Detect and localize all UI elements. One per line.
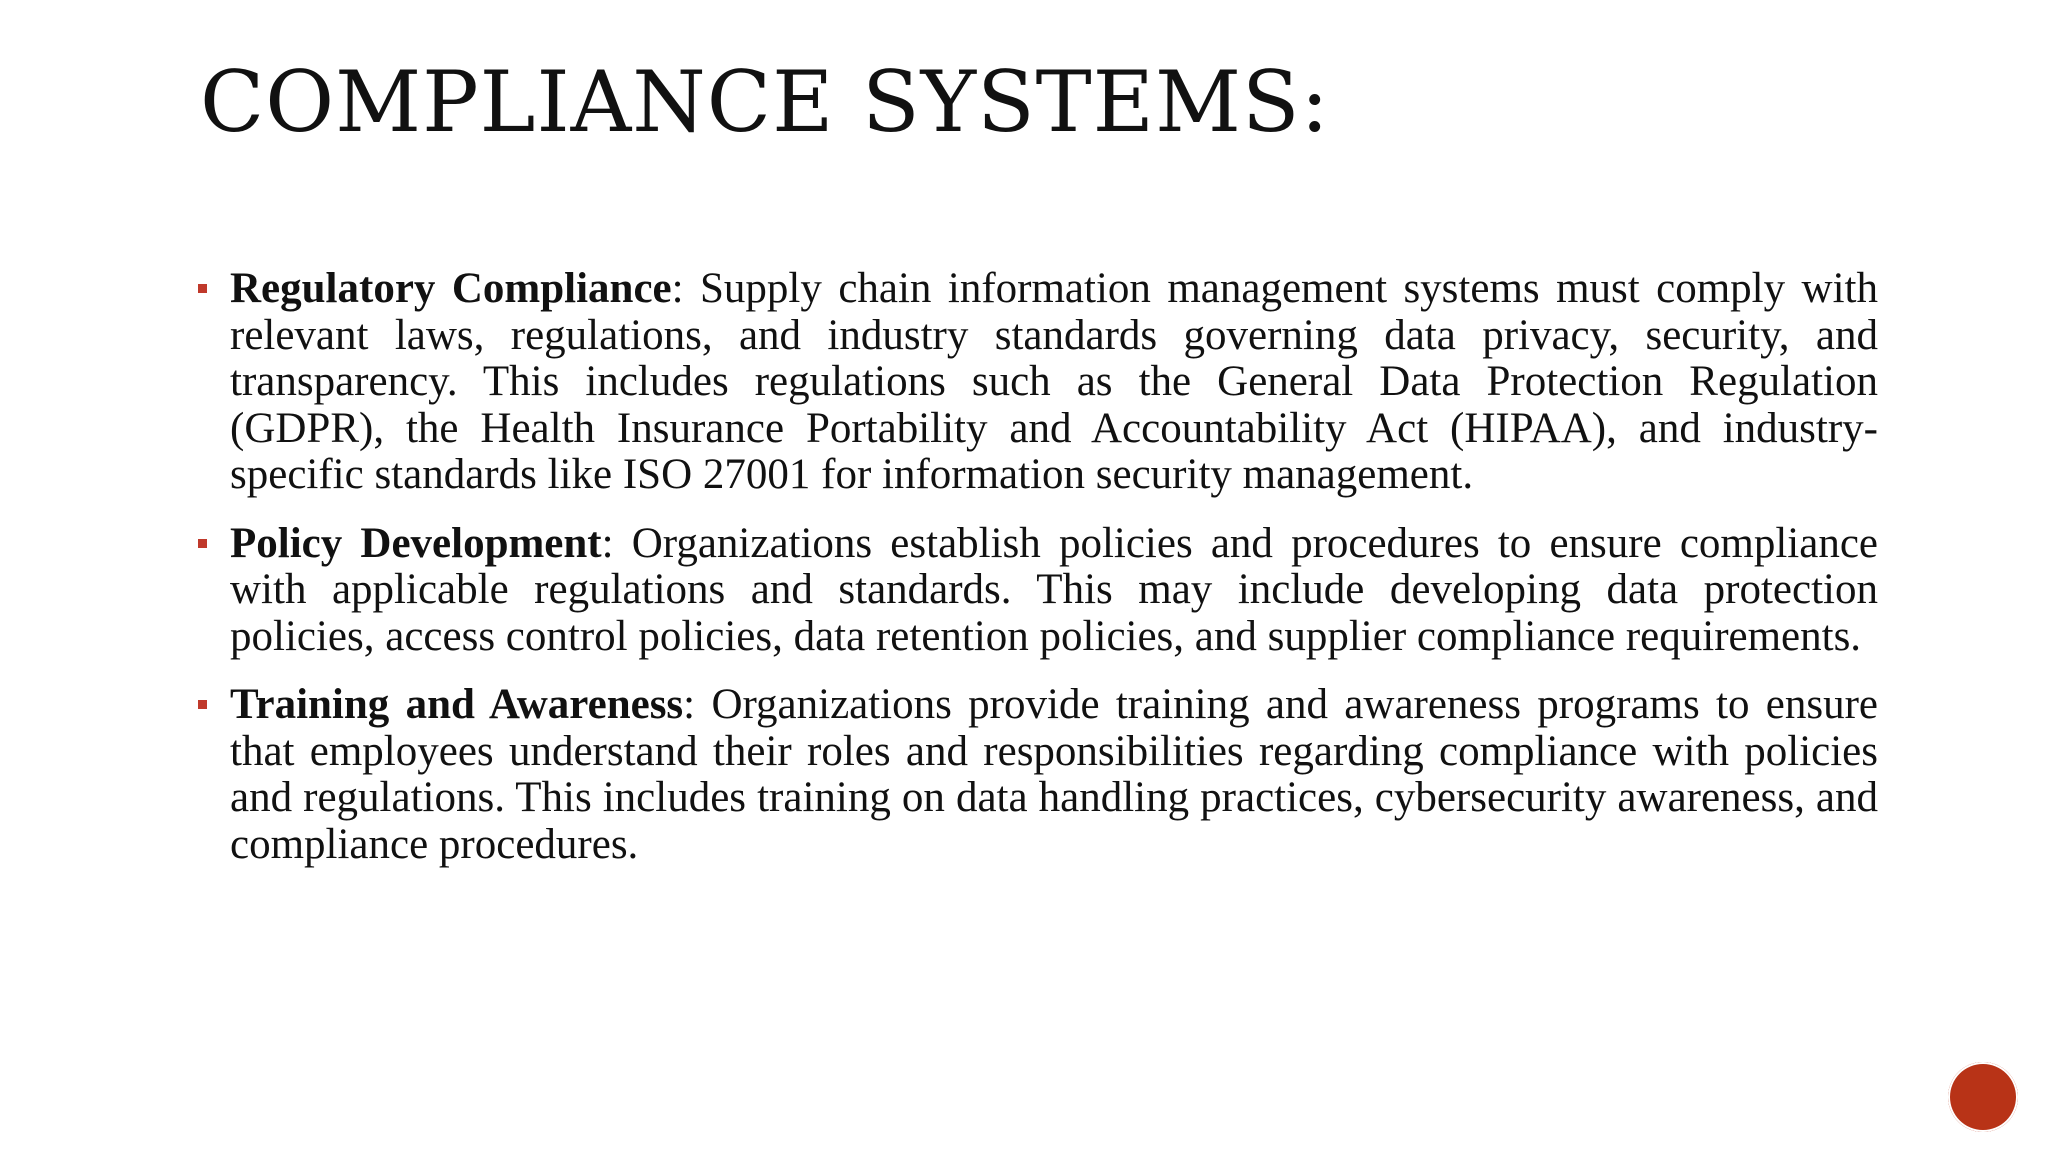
square-bullet-icon xyxy=(198,700,207,709)
bullet-heading: Regulatory Compliance xyxy=(230,265,672,312)
bullet-text: Organizations provide training and awareness programs to ensure that employees understand their roles and responsibilities regarding compliance with policies and regulations. This includes training on data handling practices, cybersecurity awareness, and compliance procedures. xyxy=(230,681,1879,868)
bullet-list xyxy=(198,266,1878,890)
bullet-heading: Training and Awareness xyxy=(230,681,684,728)
bullet-separator: : xyxy=(601,519,632,567)
slide-title: COMPLIANCE SYSTEMS: xyxy=(200,53,1330,151)
square-bullet-icon xyxy=(198,284,207,293)
bullet-separator: : xyxy=(683,681,712,728)
bullet-heading: Policy Development xyxy=(230,519,602,567)
bullet-item-training-awareness xyxy=(198,682,1878,868)
bullet-separator: : xyxy=(671,265,701,312)
circle-badge-icon xyxy=(1948,1062,2018,1132)
bullet-item-regulatory-compliance xyxy=(198,266,1878,499)
bullet-text: Supply chain information management systems must comply with relevant laws, regulations, and industry standards governing data privacy, security, and transparency. This includes regulations such as the General Data Protection Regulation (GDPR), the Health Insurance Portability and Accountability Act (HIPAA), and industry-specific standards like ISO 27001 for information security management. xyxy=(230,265,1879,498)
bullet-item-policy-development xyxy=(198,521,1878,661)
bullet-text: Organizations establish policies and procedures to ensure compliance with applicable regulations and standards. This may include developing data protection policies, access control policies, data retention policies, and supplier compliance requirements. xyxy=(230,519,1878,660)
square-bullet-icon xyxy=(198,539,207,548)
